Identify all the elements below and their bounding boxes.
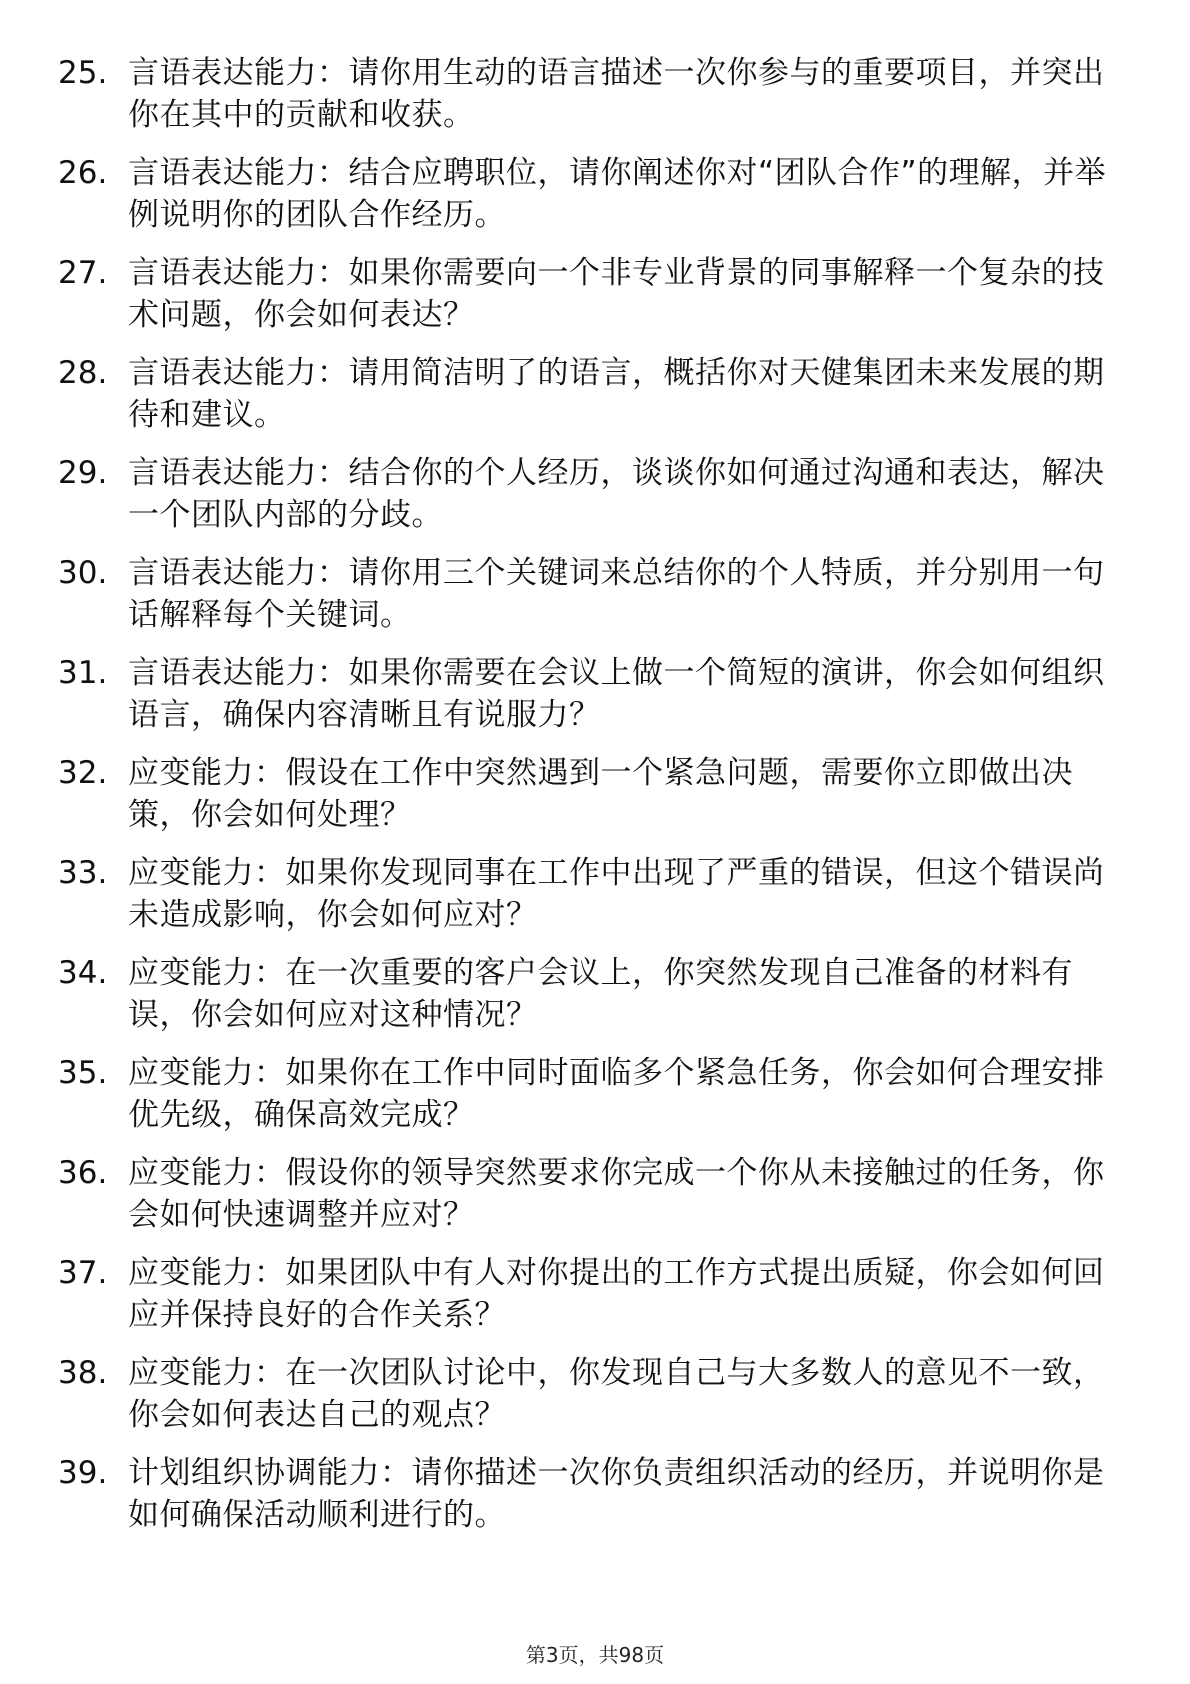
question-text: 言语表达能力：请你用三个关键词来总结你的个人特质，并分别用一句话解释每个关键词。 xyxy=(128,555,1105,633)
question-number: 36. xyxy=(58,1155,108,1191)
question-text: 言语表达能力：结合你的个人经历，谈谈你如何通过沟通和表达，解决一个团队内部的分歧。 xyxy=(128,455,1105,533)
question-text: 应变能力：在一次团队讨论中，你发现自己与大多数人的意见不一致，你会如何表达自己的观点？ xyxy=(128,1355,1105,1433)
question-item xyxy=(58,352,1108,452)
question-item xyxy=(58,1252,1108,1352)
question-text: 言语表达能力：如果你需要在会议上做一个简短的演讲，你会如何组织语言，确保内容清晰且有说服力？ xyxy=(128,655,1105,733)
page-number-footer: 第3页，共98页 xyxy=(525,1643,665,1667)
question-number: 39. xyxy=(58,1455,108,1491)
question-number: 25. xyxy=(58,55,108,91)
question-number: 34. xyxy=(58,955,108,991)
question-list xyxy=(58,52,1108,1552)
question-number: 35. xyxy=(58,1055,108,1091)
question-text: 言语表达能力：请你用生动的语言描述一次你参与的重要项目，并突出你在其中的贡献和收获。 xyxy=(128,55,1105,133)
question-text: 应变能力：在一次重要的客户会议上，你突然发现自己准备的材料有误，你会如何应对这种情况？ xyxy=(128,955,1073,1033)
question-item xyxy=(58,252,1108,352)
question-item xyxy=(58,1452,1108,1552)
question-number: 27. xyxy=(58,255,108,291)
question-item xyxy=(58,152,1108,252)
question-item xyxy=(58,452,1108,552)
question-item xyxy=(58,952,1108,1052)
question-text: 言语表达能力：如果你需要向一个非专业背景的同事解释一个复杂的技术问题，你会如何表达？ xyxy=(128,255,1105,333)
question-text: 言语表达能力：请用简洁明了的语言，概括你对天健集团未来发展的期待和建议。 xyxy=(128,355,1105,433)
question-text: 应变能力：假设你的领导突然要求你完成一个你从未接触过的任务，你会如何快速调整并应对？ xyxy=(128,1155,1105,1233)
question-item xyxy=(58,852,1108,952)
question-text: 计划组织协调能力：请你描述一次你负责组织活动的经历，并说明你是如何确保活动顺利进行的。 xyxy=(128,1455,1105,1533)
question-item xyxy=(58,1352,1108,1452)
question-item xyxy=(58,652,1108,752)
question-item xyxy=(58,1152,1108,1252)
question-item xyxy=(58,752,1108,852)
question-text: 应变能力：如果你在工作中同时面临多个紧急任务，你会如何合理安排优先级，确保高效完成？ xyxy=(128,1055,1105,1133)
question-item xyxy=(58,552,1108,652)
question-number: 26. xyxy=(58,155,108,191)
question-number: 31. xyxy=(58,655,108,691)
question-number: 32. xyxy=(58,755,108,791)
question-number: 30. xyxy=(58,555,108,591)
question-item xyxy=(58,1052,1108,1152)
question-text: 言语表达能力：结合应聘职位，请你阐述你对“团队合作”的理解，并举例说明你的团队合作经历。 xyxy=(128,155,1107,233)
question-text: 应变能力：如果你发现同事在工作中出现了严重的错误，但这个错误尚未造成影响，你会如何应对？ xyxy=(128,855,1105,933)
question-number: 29. xyxy=(58,455,108,491)
question-number: 33. xyxy=(58,855,108,891)
question-text: 应变能力：如果团队中有人对你提出的工作方式提出质疑，你会如何回应并保持良好的合作关系？ xyxy=(128,1255,1105,1333)
question-text: 应变能力：假设在工作中突然遇到一个紧急问题，需要你立即做出决策，你会如何处理？ xyxy=(128,755,1073,833)
question-number: 28. xyxy=(58,355,108,391)
question-item xyxy=(58,52,1108,152)
question-number: 38. xyxy=(58,1355,108,1391)
question-number: 37. xyxy=(58,1255,108,1291)
